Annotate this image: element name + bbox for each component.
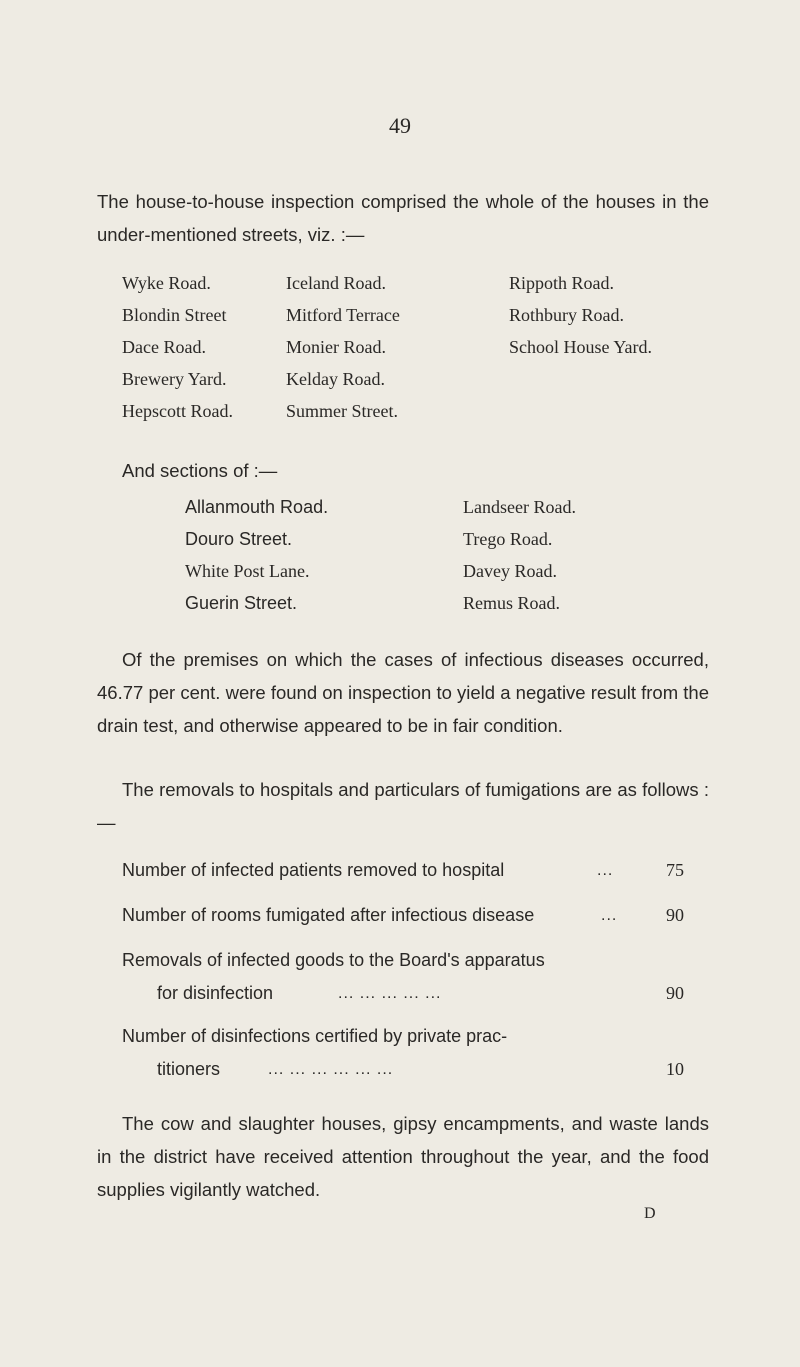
street-item: Kelday Road. <box>286 369 385 389</box>
street-item: Mitford Terrace <box>286 305 400 325</box>
leader-dots: ... <box>601 907 618 924</box>
section-item: Douro Street. <box>185 529 293 549</box>
street-item: Dace Road. <box>122 337 206 357</box>
closing-paragraph: The cow and slaughter houses, gipsy encampments, and waste lands in the district have received attention throughout the year, and the food supplies vigilantly watched. <box>97 1113 709 1200</box>
street-item: Blondin Street <box>122 305 227 325</box>
section-item: Trego Road. <box>463 529 553 549</box>
section-item: Davey Road. <box>463 561 557 581</box>
page-number: 49 <box>389 113 411 138</box>
row-label: Removals of infected goods to the Board's apparatus <box>122 950 545 970</box>
intro-paragraph: The house-to-house inspection comprised the whole of the houses in the under-mentioned streets, viz. :— <box>97 191 709 245</box>
section-item: Remus Road. <box>463 593 560 613</box>
leader-dots: ... ... ... ... ... <box>338 985 442 1002</box>
street-item: Iceland Road. <box>286 273 386 293</box>
premises-paragraph: Of the premises on which the cases of infectious diseases occurred, 46.77 per cent. were found on inspection to yield a negative result from the drain test, and otherwise appeared to be in fair condition. <box>97 649 709 736</box>
section-item: Landseer Road. <box>463 497 576 517</box>
section-item: Guerin Street. <box>185 593 298 613</box>
street-item: Rippoth Road. <box>509 273 615 293</box>
signature-mark: D <box>644 1205 656 1222</box>
leader-dots: ... ... ... ... ... ... <box>268 1061 394 1078</box>
row-label-continued: titioners <box>157 1059 221 1079</box>
section-item: Allanmouth Road. <box>185 497 329 517</box>
sections-heading: And sections of :— <box>122 460 278 481</box>
street-item: School House Yard. <box>509 337 653 357</box>
street-item: Monier Road. <box>286 337 386 357</box>
street-item: Wyke Road. <box>122 273 211 293</box>
row-label-continued: for disinfection <box>157 983 274 1003</box>
row-label: Number of infected patients removed to hospital <box>122 860 505 880</box>
row-label: Number of rooms fumigated after infectious disease <box>122 905 535 925</box>
removals-intro: The removals to hospitals and particulars of fumigations are as follows :— <box>97 779 709 833</box>
row-value: 10 <box>666 1059 684 1079</box>
street-item: Brewery Yard. <box>122 369 227 389</box>
street-item: Rothbury Road. <box>509 305 624 325</box>
row-label: Number of disinfections certified by private prac- <box>122 1026 508 1046</box>
row-value: 90 <box>666 983 684 1003</box>
section-item: White Post Lane. <box>185 561 310 581</box>
street-item: Hepscott Road. <box>122 401 233 421</box>
street-item: Summer Street. <box>286 401 398 421</box>
row-value: 75 <box>666 860 684 880</box>
row-value: 90 <box>666 905 684 925</box>
leader-dots: ... <box>597 862 614 879</box>
